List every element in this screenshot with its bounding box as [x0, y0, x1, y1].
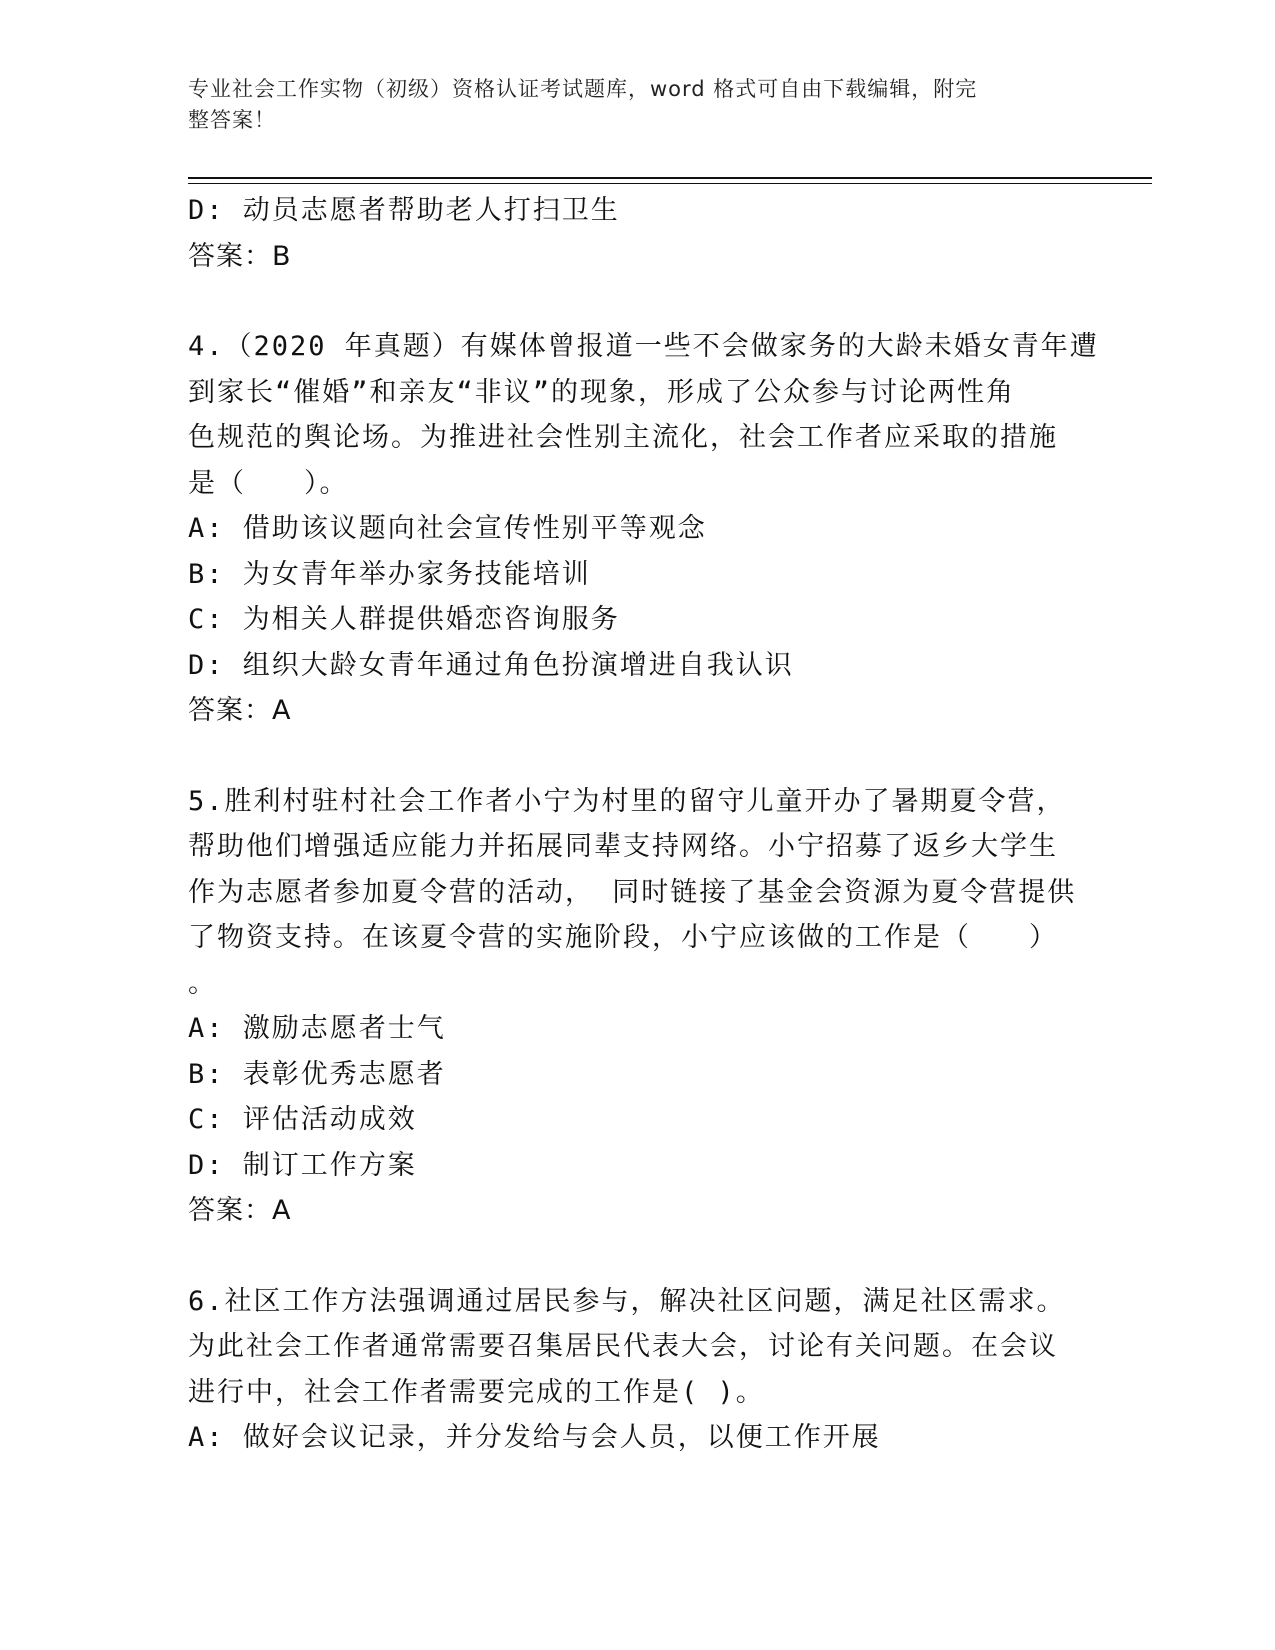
question-4 — [188, 324, 1099, 734]
q5-stem-line: 帮助他们增强适应能力并拓展同辈支持网络。小宁招募了返乡大学生 — [188, 831, 1058, 862]
header-line-1: 专业社会工作实物（初级）资格认证考试题库，word 格式可自由下载编辑，附完 — [188, 77, 978, 101]
q5-option-b: B: 表彰优秀志愿者 — [188, 1058, 446, 1090]
question-content — [188, 188, 1099, 1461]
q5-stem-line: 了物资支持。在该夏令营的实施阶段，小宁应该做的工作是（ ） — [188, 922, 1058, 953]
q5-option-c: C: 评估活动成效 — [188, 1104, 417, 1135]
spacer — [188, 734, 1088, 779]
header-divider-thick — [188, 177, 1152, 179]
question-5 — [188, 779, 1088, 1234]
spacer — [188, 279, 1088, 324]
q4-option-c: C: 为相关人群提供婚恋咨询服务 — [188, 604, 620, 635]
header-line-2: 整答案！ — [188, 108, 276, 132]
q5-stem-line: 作为志愿者参加夏令营的活动， 同时链接了基金会资源为夏令营提供 — [188, 876, 1077, 908]
q4-stem-line: 是（ ）。 — [188, 467, 349, 499]
q3-option-d: D: 动员志愿者帮助老人打扫卫生 — [188, 195, 620, 226]
q5-stem-line: 5.胜利村驻村社会工作者小宁为村里的留守儿童开办了暑期夏令营， — [188, 785, 1066, 817]
q4-option-b: B: 为女青年举办家务技能培训 — [188, 558, 591, 590]
q6-option-a: A: 做好会议记录，并分发给与会人员，以便工作开展 — [188, 1422, 881, 1453]
q6-stem-line: 进行中，社会工作者需要完成的工作是( )。 — [188, 1376, 765, 1408]
spacer — [188, 1234, 1088, 1279]
q5-option-d: D: 制订工作方案 — [188, 1149, 417, 1181]
q4-stem-line: 色规范的舆论场。为推进社会性别主流化，社会工作者应采取的措施 — [188, 422, 1058, 453]
q4-option-d: D: 组织大龄女青年通过角色扮演增进自我认识 — [188, 649, 794, 681]
header-divider-thin — [188, 183, 1152, 184]
page-header — [188, 74, 1068, 136]
q4-answer: 答案：A — [188, 695, 292, 726]
q4-stem-line: 4.（2020 年真题）有媒体曾报道一些不会做家务的大龄未婚女青年遭 — [188, 331, 1099, 362]
q5-stem-line: 。 — [188, 967, 217, 999]
q4-stem-line: 到家长“催婚”和亲友“非议”的现象，形成了公众参与讨论两性角 — [188, 376, 1016, 408]
q3-answer: 答案：B — [188, 240, 292, 272]
question-6 — [188, 1279, 1088, 1461]
q6-stem-line: 6.社区工作方法强调通过居民参与，解决社区问题，满足社区需求。 — [188, 1285, 1066, 1317]
q4-option-a: A: 借助该议题向社会宣传性别平等观念 — [188, 513, 707, 544]
q6-stem-line: 为此社会工作者通常需要召集居民代表大会，讨论有关问题。在会议 — [188, 1331, 1058, 1362]
q5-answer: 答案：A — [188, 1195, 292, 1226]
q5-option-a: A: 激励志愿者士气 — [188, 1013, 446, 1044]
